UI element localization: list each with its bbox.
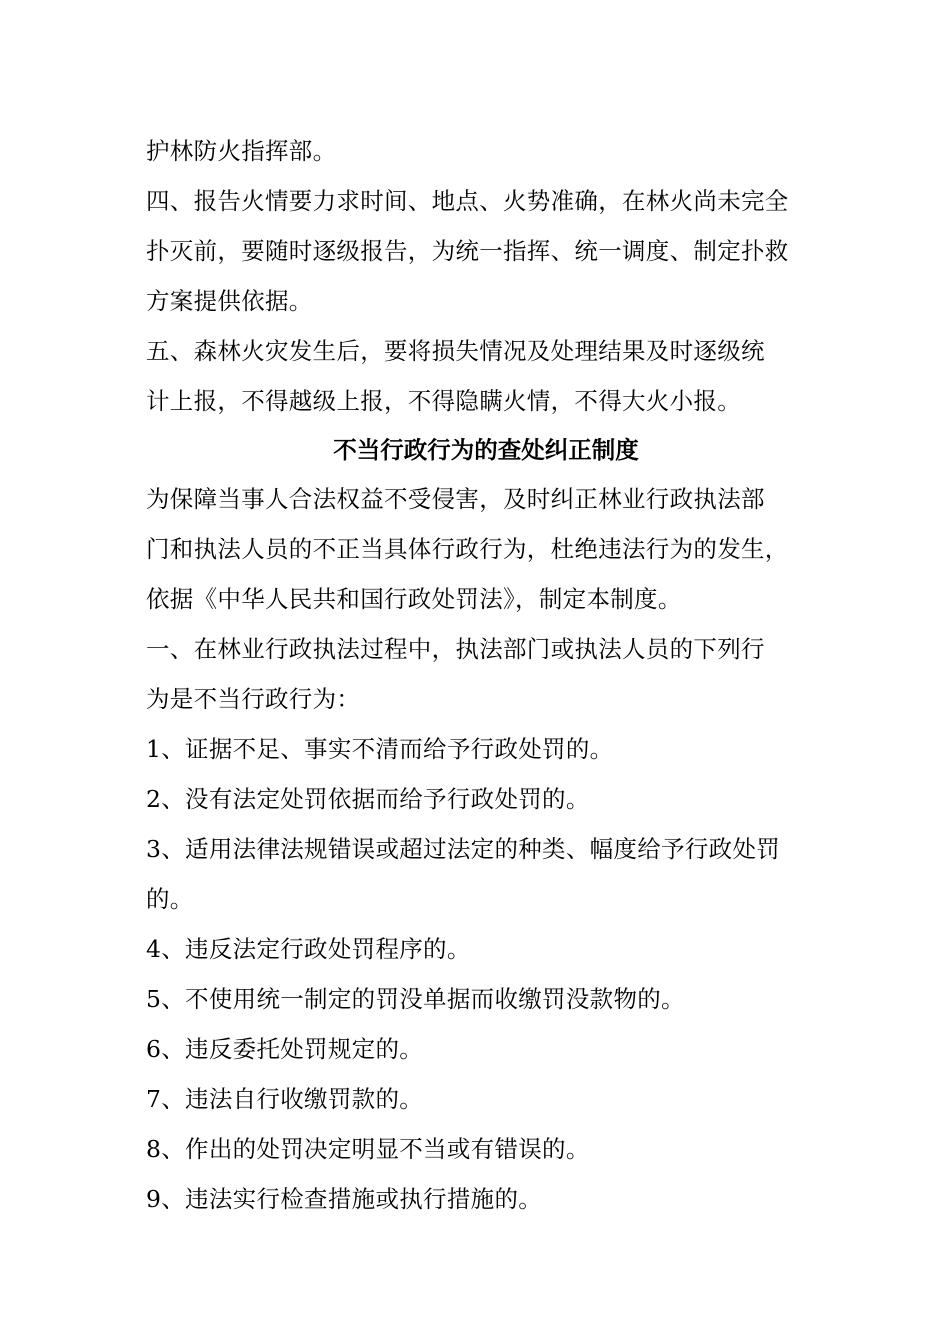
list-item: 5、不使用统一制定的罚没单据而收缴罚没款物的。 [146,985,685,1013]
list-item: 3、适用法律法规错误或超过法定的种类、幅度给予行政处罚 [146,835,781,863]
list-item: 9、违法实行检查措施或执行措施的。 [146,1185,543,1213]
paragraph-line: 五、森林火灾发生后，要将损失情况及处理结果及时逐级统 [146,337,765,365]
list-item: 7、违法自行收缴罚款的。 [146,1085,424,1113]
paragraph-line: 护林防火指挥部。 [146,137,337,165]
paragraph-line: 一、在林业行政执法过程中，执法部门或执法人员的下列行 [146,635,765,663]
paragraph-line: 门和执法人员的不正当具体行政行为，杜绝违法行为的发生， [146,535,789,563]
paragraph-line: 为是不当行政行为： [146,685,361,713]
paragraph-line: 为保障当事人合法权益不受侵害，及时纠正林业行政执法部 [146,485,765,513]
paragraph-line: 扑灭前，要随时逐级报告，为统一指挥、统一调度、制定扑救 [146,237,789,265]
list-item: 1、证据不足、事实不清而给予行政处罚的。 [146,735,614,763]
list-item: 4、违反法定行政处罚程序的。 [146,935,471,963]
paragraph-line: 方案提供依据。 [146,287,313,315]
paragraph-line: 计上报，不得越级上报，不得隐瞒火情，不得大火小报。 [146,387,741,415]
list-item: 2、没有法定处罚依据而给予行政处罚的。 [146,785,590,813]
section-title: 不当行政行为的查处纠正制度 [333,436,639,464]
paragraph-line: 四、报告火情要力求时间、地点、火势准确，在林火尚未完全 [146,187,789,215]
list-item: 8、作出的处罚决定明显不当或有错误的。 [146,1135,590,1163]
list-item: 的。 [146,885,194,913]
paragraph-line: 依据《中华人民共和国行政处罚法》，制定本制度。 [146,585,682,613]
list-item: 6、违反委托处罚规定的。 [146,1035,424,1063]
